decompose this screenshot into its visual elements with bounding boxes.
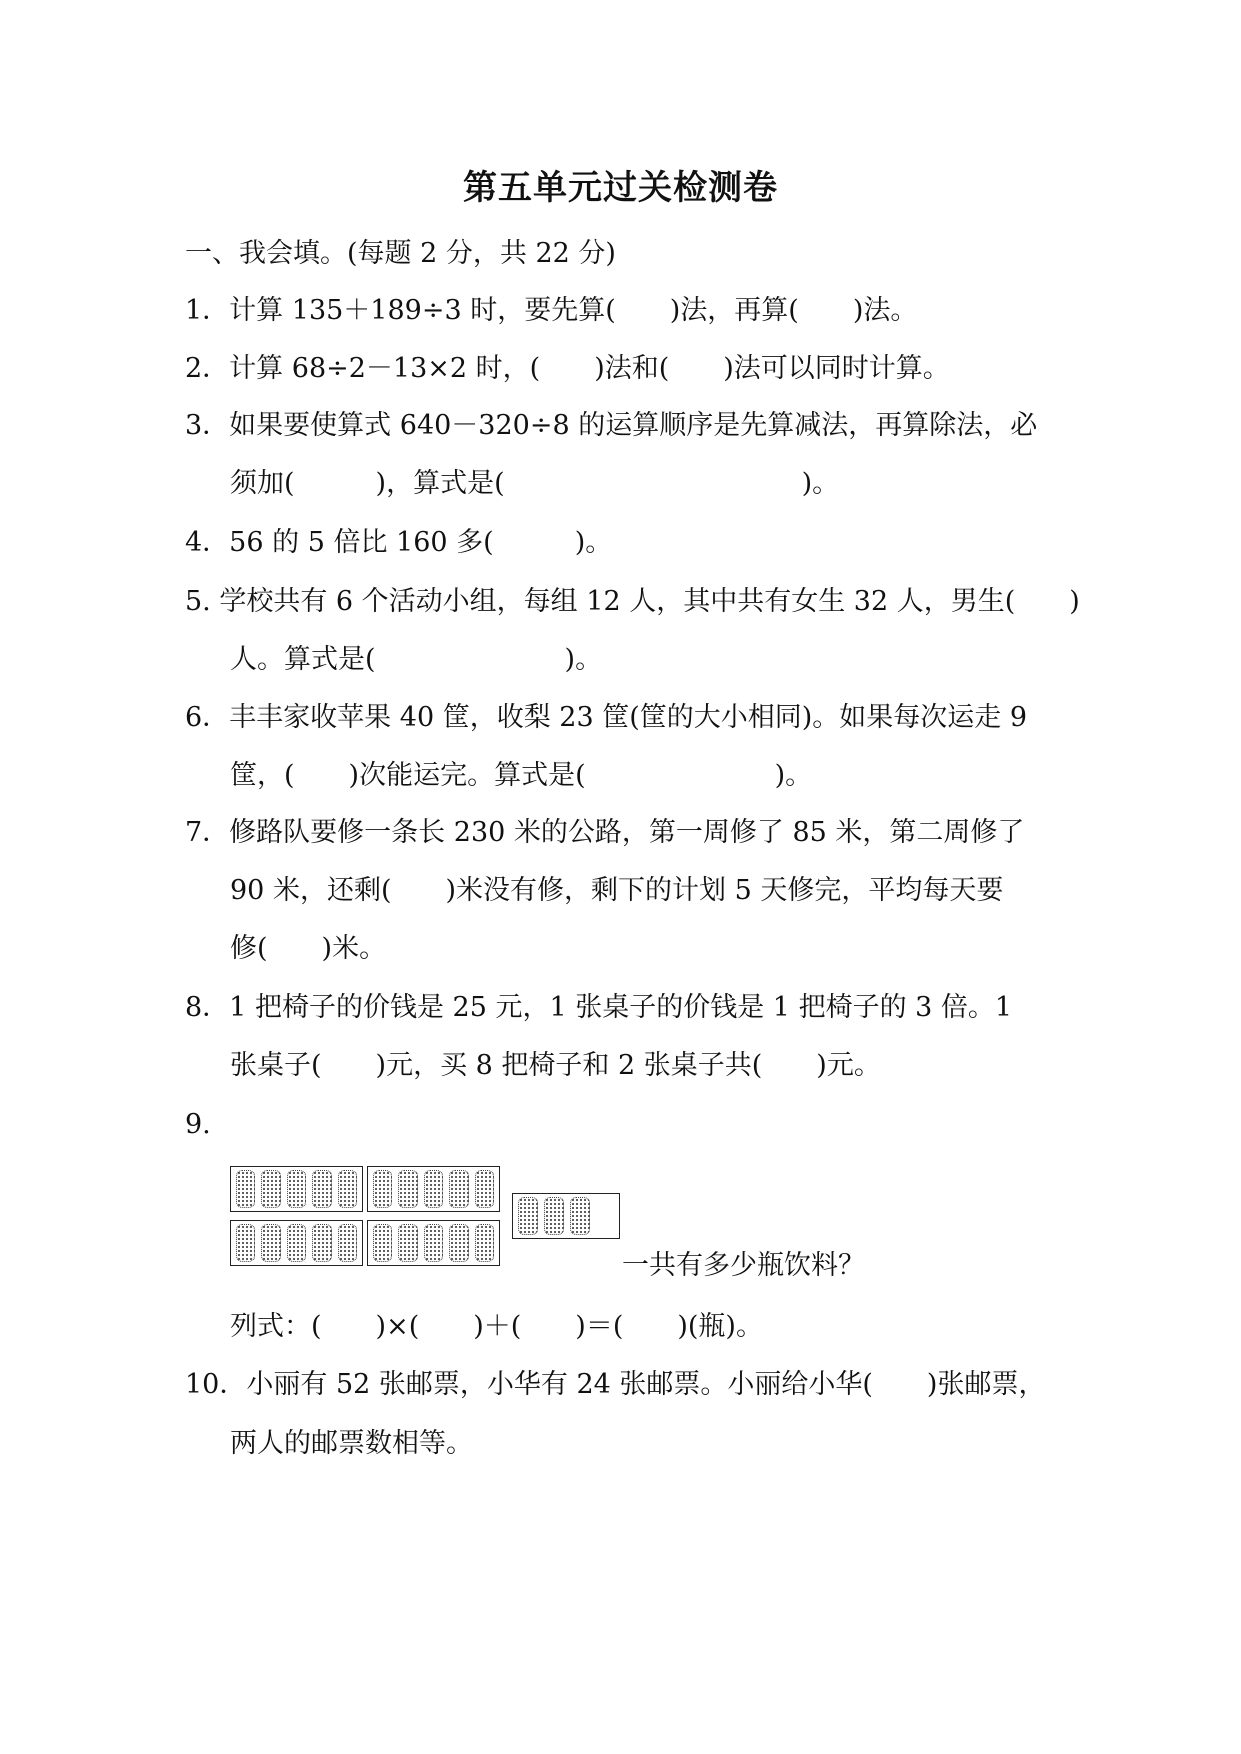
bottle-icon — [261, 1170, 280, 1208]
bottle-icon — [236, 1224, 255, 1262]
question-8-line-2: 张桌子( )元，买 8 把椅子和 2 张桌子共( )元。 — [230, 1050, 881, 1081]
question-7-line-2: 90 米，还剩( )米没有修，剩下的计划 5 天修完，平均每天要 — [230, 875, 1004, 906]
bottle-icon — [338, 1224, 357, 1262]
bottle-icon — [475, 1224, 494, 1262]
question-8-line-1: 8．1 把椅子的价钱是 25 元，1 张桌子的价钱是 1 把椅子的 3 倍。1 — [185, 992, 1013, 1023]
bottle-icon — [338, 1170, 357, 1208]
question-5-line-2: 人。算式是( )。 — [230, 644, 603, 675]
drink-pack-5 — [230, 1220, 363, 1266]
question-1: 1．计算 135＋189÷3 时，要先算( )法，再算( )法。 — [185, 295, 918, 326]
question-9-prompt: 一共有多少瓶饮料？ — [622, 1250, 865, 1281]
bottle-icon — [398, 1170, 417, 1208]
question-2: 2．计算 68÷2－13×2 时，( )法和( )法可以同时计算。 — [185, 353, 950, 384]
question-4: 4．56 的 5 倍比 160 多( )。 — [185, 527, 613, 558]
question-10-line-2: 两人的邮票数相等。 — [230, 1428, 473, 1459]
bottle-icon — [287, 1224, 306, 1262]
page-title: 第五单元过关检测卷 — [463, 168, 778, 208]
bottle-icon — [373, 1170, 392, 1208]
bottle-icon — [312, 1170, 331, 1208]
bottle-icon — [544, 1197, 564, 1235]
question-5-line-1: 5. 学校共有 6 个活动小组，每组 12 人，其中共有女生 32 人，男生( ) — [185, 586, 1080, 617]
bottle-icon — [449, 1170, 468, 1208]
question-6-line-2: 筐，( )次能运完。算式是( )。 — [230, 760, 813, 791]
bottle-icon — [475, 1170, 494, 1208]
bottle-icon — [373, 1224, 392, 1262]
bottle-icon — [236, 1170, 255, 1208]
bottle-icon — [424, 1170, 443, 1208]
bottle-icon — [424, 1224, 443, 1262]
bottle-icon — [518, 1197, 538, 1235]
question-7-line-3: 修( )米。 — [230, 933, 387, 964]
drink-pack-5 — [230, 1166, 363, 1212]
bottle-icon — [261, 1224, 280, 1262]
bottle-icon — [287, 1170, 306, 1208]
bottle-icon — [570, 1197, 590, 1235]
drink-pack-5 — [367, 1220, 500, 1266]
question-9-formula: 列式：( )×( )＋( )＝( )(瓶)。 — [230, 1311, 763, 1342]
question-10-line-1: 10．小丽有 52 张邮票，小华有 24 张邮票。小丽给小华( )张邮票， — [185, 1369, 1046, 1400]
drink-pack-5 — [367, 1166, 500, 1212]
question-7-line-1: 7．修路队要修一条长 230 米的公路，第一周修了 85 米，第二周修了 — [185, 817, 1025, 848]
question-3-line-2: 须加( )，算式是( )。 — [230, 468, 840, 499]
question-3-line-1: 3．如果要使算式 640－320÷8 的运算顺序是先算减法，再算除法，必 — [185, 410, 1038, 441]
bottle-icon — [312, 1224, 331, 1262]
drink-pack-3 — [512, 1193, 620, 1239]
question-6-line-1: 6．丰丰家收苹果 40 筐，收梨 23 筐(筐的大小相同)。如果每次运走 9 — [185, 702, 1028, 733]
bottle-icon — [449, 1224, 468, 1262]
section-heading: 一、我会填。(每题 2 分，共 22 分) — [185, 238, 616, 269]
bottle-icon — [398, 1224, 417, 1262]
question-9-number: 9. — [185, 1109, 211, 1140]
